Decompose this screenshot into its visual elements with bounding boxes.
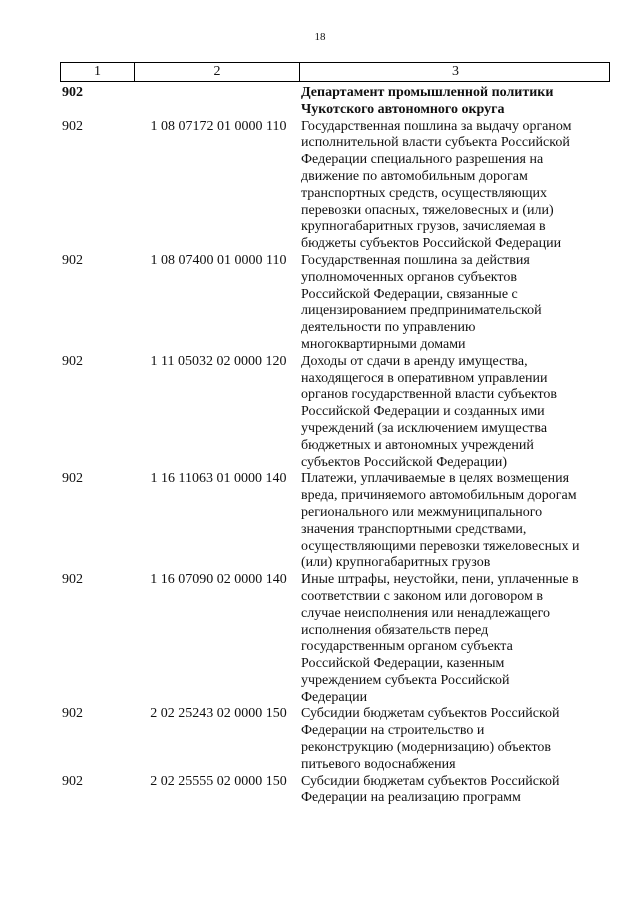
table-row	[60, 354, 610, 472]
admin-code-cell: 902	[62, 572, 83, 588]
budget-code-cell: 1 16 07090 02 0000 140	[150, 572, 287, 588]
budget-code-cell: 1 16 11063 01 0000 140	[150, 471, 287, 487]
budget-codes-table	[60, 62, 610, 807]
income-name-cell: Департамент промышленной политики Чукотского автономного округа	[301, 85, 554, 117]
admin-code-cell: 902	[62, 471, 83, 487]
admin-code-cell: 902	[62, 85, 83, 100]
budget-code-cell: 1 08 07172 01 0000 110	[150, 118, 287, 134]
admin-code-cell: 902	[62, 353, 83, 369]
income-name-cell: Государственная пошлина за выдачу органом исполнительной власти субъекта Российской Федерации специального разрешения на движение по автомобильным дорогам транспортных средств, осуществляющих перевозки опасных, тяжеловесных и (или) крупногабаритных грузов, зачисляемая в бюджеты субъектов Российской Федерации	[301, 118, 572, 252]
income-name-cell: Субсидии бюджетам субъектов Российской Федерации на реализацию программ	[301, 773, 560, 806]
budget-code-cell: 1 08 07400 01 0000 110	[150, 252, 287, 268]
admin-code-cell: 902	[62, 252, 83, 268]
income-name-cell: Государственная пошлина за действия уполномоченных органов субъектов Российской Федерации, связанные с лицензированием предпринимательской деятельности по управлению многоквартирными домами	[301, 252, 542, 352]
income-name-cell: Субсидии бюджетам субъектов Российской Федерации на строительство и реконструкцию (модернизацию) объектов питьевого водоснабжения	[301, 706, 560, 772]
income-name-cell: Платежи, уплачиваемые в целях возмещения вреда, причиняемого автомобильным дорогам регионального или межмуниципального значения транспортными средствами, осуществляющими перевозки тяжеловесных и (или) крупногабаритных грузов	[301, 471, 580, 571]
table-row	[60, 471, 610, 572]
column-header-1: 1	[94, 64, 101, 79]
table-row	[60, 572, 610, 706]
table-row	[60, 119, 610, 253]
table-body	[60, 82, 610, 807]
table-row	[60, 85, 610, 119]
budget-code-cell: 1 11 05032 02 0000 120	[150, 353, 287, 369]
table-row	[60, 706, 610, 773]
column-header-3: 3	[299, 63, 611, 81]
admin-code-cell: 902	[62, 706, 83, 722]
budget-code-cell	[133, 85, 298, 119]
income-name-cell: Иные штрафы, неустойки, пени, уплаченные в соответствии с законом или договором в случае неисполнения или ненадлежащего исполнения обязательств перед государственным органом субъекта Российской Федерации, казенным учреждением субъекта Российской Федерации	[301, 572, 579, 705]
admin-code-cell: 902	[62, 118, 83, 134]
column-header-2: 2	[134, 63, 299, 81]
table-row	[60, 774, 610, 808]
budget-code-cell: 2 02 25555 02 0000 150	[150, 773, 287, 789]
table-row	[60, 253, 610, 354]
admin-code-cell: 902	[62, 773, 83, 789]
table-header	[60, 62, 610, 82]
page-number: 18	[314, 31, 326, 43]
budget-code-cell: 2 02 25243 02 0000 150	[150, 706, 287, 722]
income-name-cell: Доходы от сдачи в аренду имущества, находящегося в оперативном управлении органов государственной власти субъектов Российской Федерации и созданных ими учреждений (за исключением имущества бюджетных и автономных учреждений субъектов Российской Федерации)	[301, 353, 558, 470]
